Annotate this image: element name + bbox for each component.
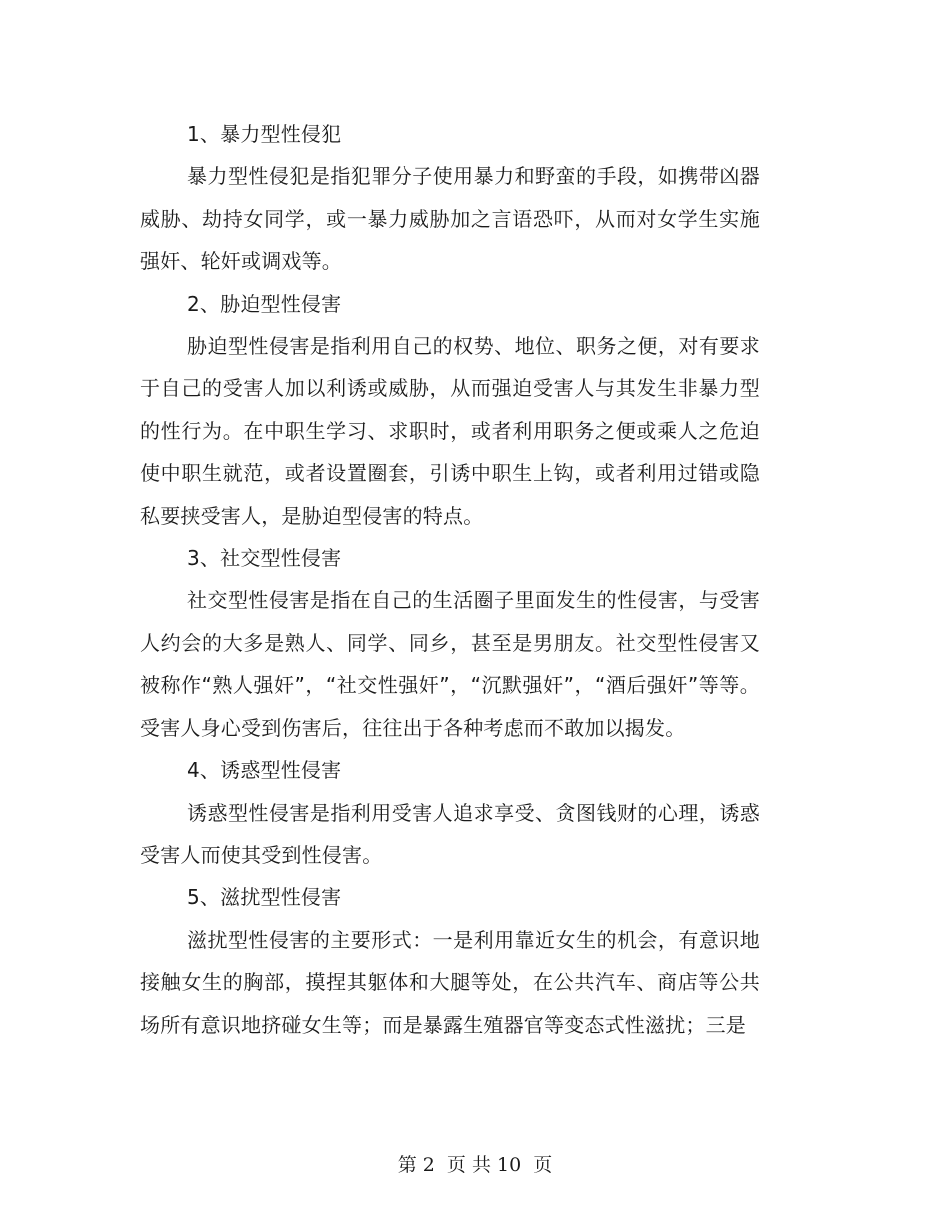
page-number-footer: 第 2 页 共 10 页 <box>397 1154 553 1176</box>
section-4-heading: 4、诱惑型性侵害 <box>187 758 342 783</box>
document-body <box>140 113 760 1046</box>
section-5-heading: 5、滋扰型性侵害 <box>187 885 342 910</box>
section-3-heading: 3、社交型性侵害 <box>187 546 342 571</box>
section-5-paragraph: 滋扰型性侵害的主要形式：一是利用靠近女生的机会，有意识地接触女生的胸部，摸捏其躯体和大腿等处，在公共汽车、商店等公共场所有意识地挤碰女生等；而是暴露生殖器官等变态式性滋扰；三是 <box>140 927 760 1037</box>
section-1-paragraph: 暴力型性侵犯是指犯罪分子使用暴力和野蛮的手段，如携带凶器威胁、劫持女同学，或一暴力威胁加之言语恐吓，从而对女学生实施强奸、轮奸或调戏等。 <box>140 164 760 274</box>
section-2-paragraph: 胁迫型性侵害是指利用自己的权势、地位、职务之便，对有要求于自己的受害人加以利诱或威胁，从而强迫受害人与其发生非暴力型的性行为。在中职生学习、求职时，或者利用职务之便或乘人之危迫使中职生就范，或者设置圈套，引诱中职生上钩，或者利用过错或隐私要挟受害人，是胁迫型侵害的特点。 <box>140 334 760 528</box>
section-4-paragraph: 诱惑型性侵害是指利用受害人追求享受、贪图钱财的心理，诱惑受害人而使其受到性侵害。 <box>140 800 760 867</box>
section-2-heading: 2、胁迫型性侵害 <box>187 291 342 316</box>
section-1-heading: 1、暴力型性侵犯 <box>187 122 342 146</box>
section-3-paragraph: 社交型性侵害是指在自己的生活圈子里面发生的性侵害，与受害人约会的大多是熟人、同学、同乡，甚至是男朋友。社交型性侵害又被称作“熟人强奸”，“社交性强奸”，“沉默强奸”，“酒后强奸”等等。受害人身心受到伤害后，往往出于各种考虑而不敢加以揭发。 <box>140 588 760 740</box>
